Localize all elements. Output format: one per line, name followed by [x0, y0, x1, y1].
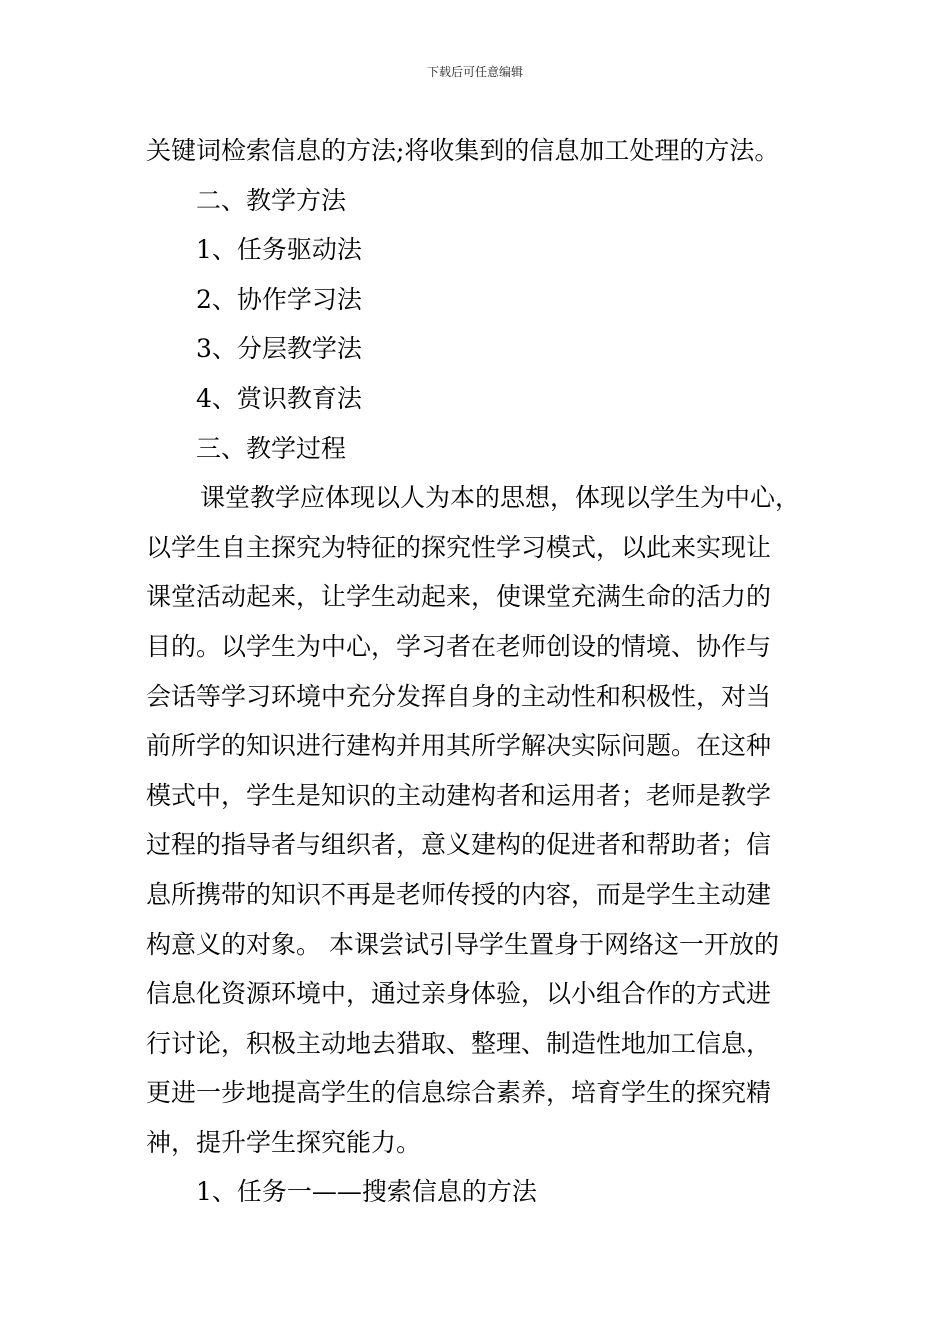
paragraph-line: 过程的指导者与组织者，意义建构的促进者和帮助者；信 [146, 830, 772, 860]
paragraph-line: 课堂活动起来，让学生动起来，使课堂充满生命的活力的 [146, 582, 772, 612]
paragraph-line: 息所携带的知识不再是老师传授的内容，而是学生主动建 [146, 879, 772, 909]
paragraph-line: 信息化资源环境中，通过亲身体验，以小组合作的方式进 [146, 979, 772, 1009]
paragraph-line: 更进一步地提高学生的信息综合素养，培育学生的探究精 [146, 1078, 772, 1108]
page-header: 下载后可任意编辑 [426, 65, 523, 79]
paragraph-line: 模式中，学生是知识的主动建构者和运用者；老师是教学 [146, 780, 772, 810]
list-item: 2、协作学习法 [196, 284, 362, 314]
section-heading-process: 三、教学过程 [196, 433, 347, 463]
document-body [146, 126, 836, 1217]
list-item: 4、赏识教育法 [196, 383, 362, 413]
paragraph-line: 前所学的知识进行建构并用其所学解决实际问题。在这种 [146, 731, 772, 761]
section-heading-methods: 二、教学方法 [196, 185, 347, 215]
list-item: 1、任务驱动法 [196, 235, 362, 265]
paragraph-line: 构意义的对象。 本课尝试引导学生置身于网络这一开放的 [146, 929, 779, 959]
paragraph-line: 目的。以学生为中心，学习者在老师创设的情境、协作与 [146, 631, 772, 661]
paragraph-line: 行讨论，积极主动地去猎取、整理、制造性地加工信息， [146, 1028, 772, 1058]
text-line: 关键词检索信息的方法;将收集到的信息加工处理的方法。 [146, 136, 780, 165]
paragraph-line: 会话等学习环境中充分发挥自身的主动性和积极性，对当 [146, 681, 772, 711]
task-heading: 1、任务一——搜索信息的方法 [196, 1177, 537, 1207]
paragraph-line: 以学生自主探究为特征的探究性学习模式，以此来实现让 [146, 532, 772, 562]
paragraph-line: 神，提升学生探究能力。 [146, 1127, 422, 1157]
list-item: 3、分层教学法 [196, 334, 362, 364]
paragraph-line: 课堂教学应体现以人为本的思想，体现以学生为中心， [200, 483, 801, 513]
